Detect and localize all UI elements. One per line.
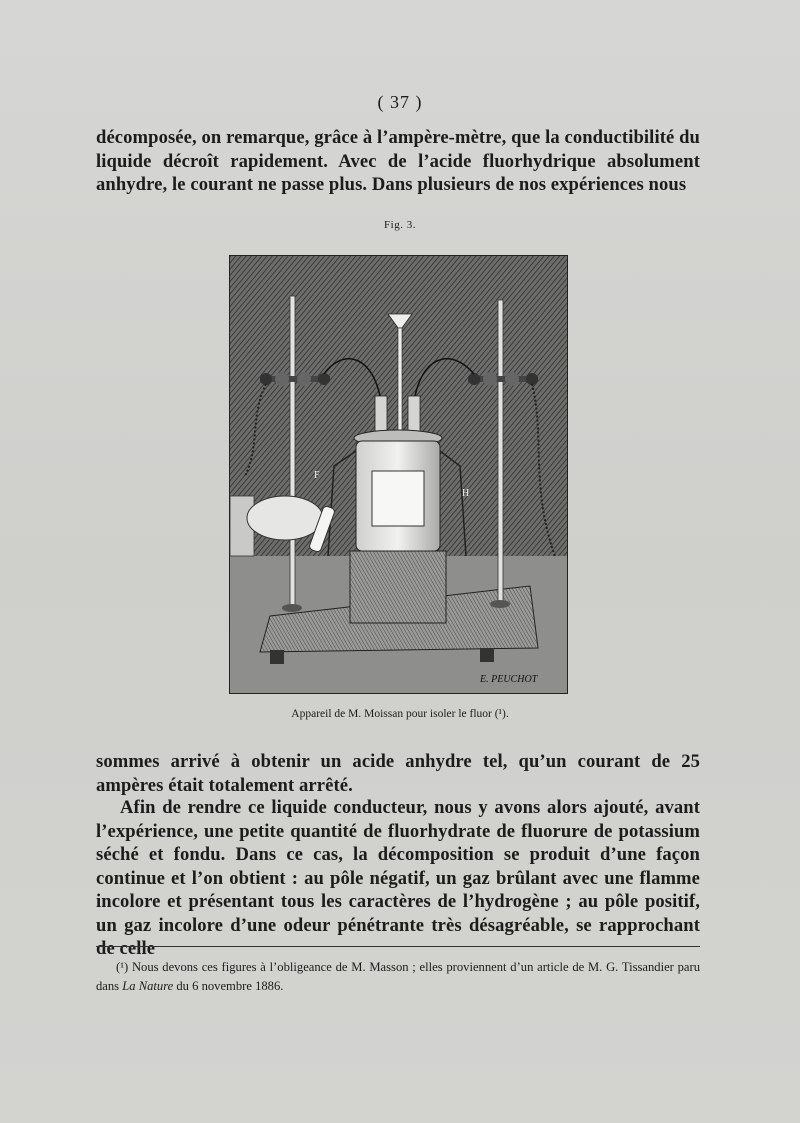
footnote-line [96, 958, 700, 996]
footnote-marker: (¹) [116, 960, 129, 974]
left-stand-rod [290, 296, 295, 606]
paragraph-top: décomposée, on remarque, grâce à l’ampère-mètre, que la conductibilité du liquide décroît rapidement. Avec de l’acide fluorhydrique absolument anhydre, le courant ne passe plus. Dans plusieurs de nos expériences nous [96, 127, 700, 195]
footnote-rule [96, 946, 700, 947]
footnote-journal: La Nature [122, 979, 174, 993]
left-stand-foot [282, 604, 302, 612]
footnote [96, 958, 700, 996]
paragraph-main: Afin de rendre ce liquide conducteur, nous y avons alors ajouté, avant l’expérience, une petite quantité de fluorhydrate de fluorure de potassium séché et fondu. Dans ce cas, la décomposition se produit d’une façon continue et l’on obtient : au pôle négatif, un gaz brûlant avec une flamme incolore et présentant tous les caractères de l’hydrogène ; au pôle positif, un gaz incolore d’une odeur pénétrante très désagréable, se rapprochant de celle [96, 797, 700, 959]
board-foot-left [270, 650, 284, 664]
engraver-signature: E. PEUCHOT [480, 674, 538, 685]
footnote-text-after: du 6 novembre 1886. [176, 979, 284, 993]
stone-block [350, 551, 446, 623]
figure-caption: Appareil de M. Moissan pour isoler le fluor (¹). [291, 708, 509, 720]
right-stand-foot [490, 600, 510, 608]
inner-u-tube [372, 471, 424, 526]
apparatus-illustration [230, 256, 567, 693]
footnote-text-before: Nous devons ces figures à l’obligeance de M. Masson ; elles proviennent d’un article de M. G. Tissandier paru dans [96, 960, 700, 993]
tube-mark-h: H [462, 488, 470, 499]
figure-engraving [229, 255, 568, 694]
board-foot-right [480, 648, 494, 662]
figure-label: Fig. 3. [384, 219, 416, 231]
page-number: ( 37 ) [377, 92, 423, 112]
funnel-stem [398, 328, 402, 433]
right-stand-rod [498, 300, 503, 602]
paragraph-continuation: sommes arrivé à obtenir un acide anhydre tel, qu’un courant de 25 ampères était totalement arrêté. [96, 751, 700, 796]
tube-mark-f: F [314, 470, 320, 481]
